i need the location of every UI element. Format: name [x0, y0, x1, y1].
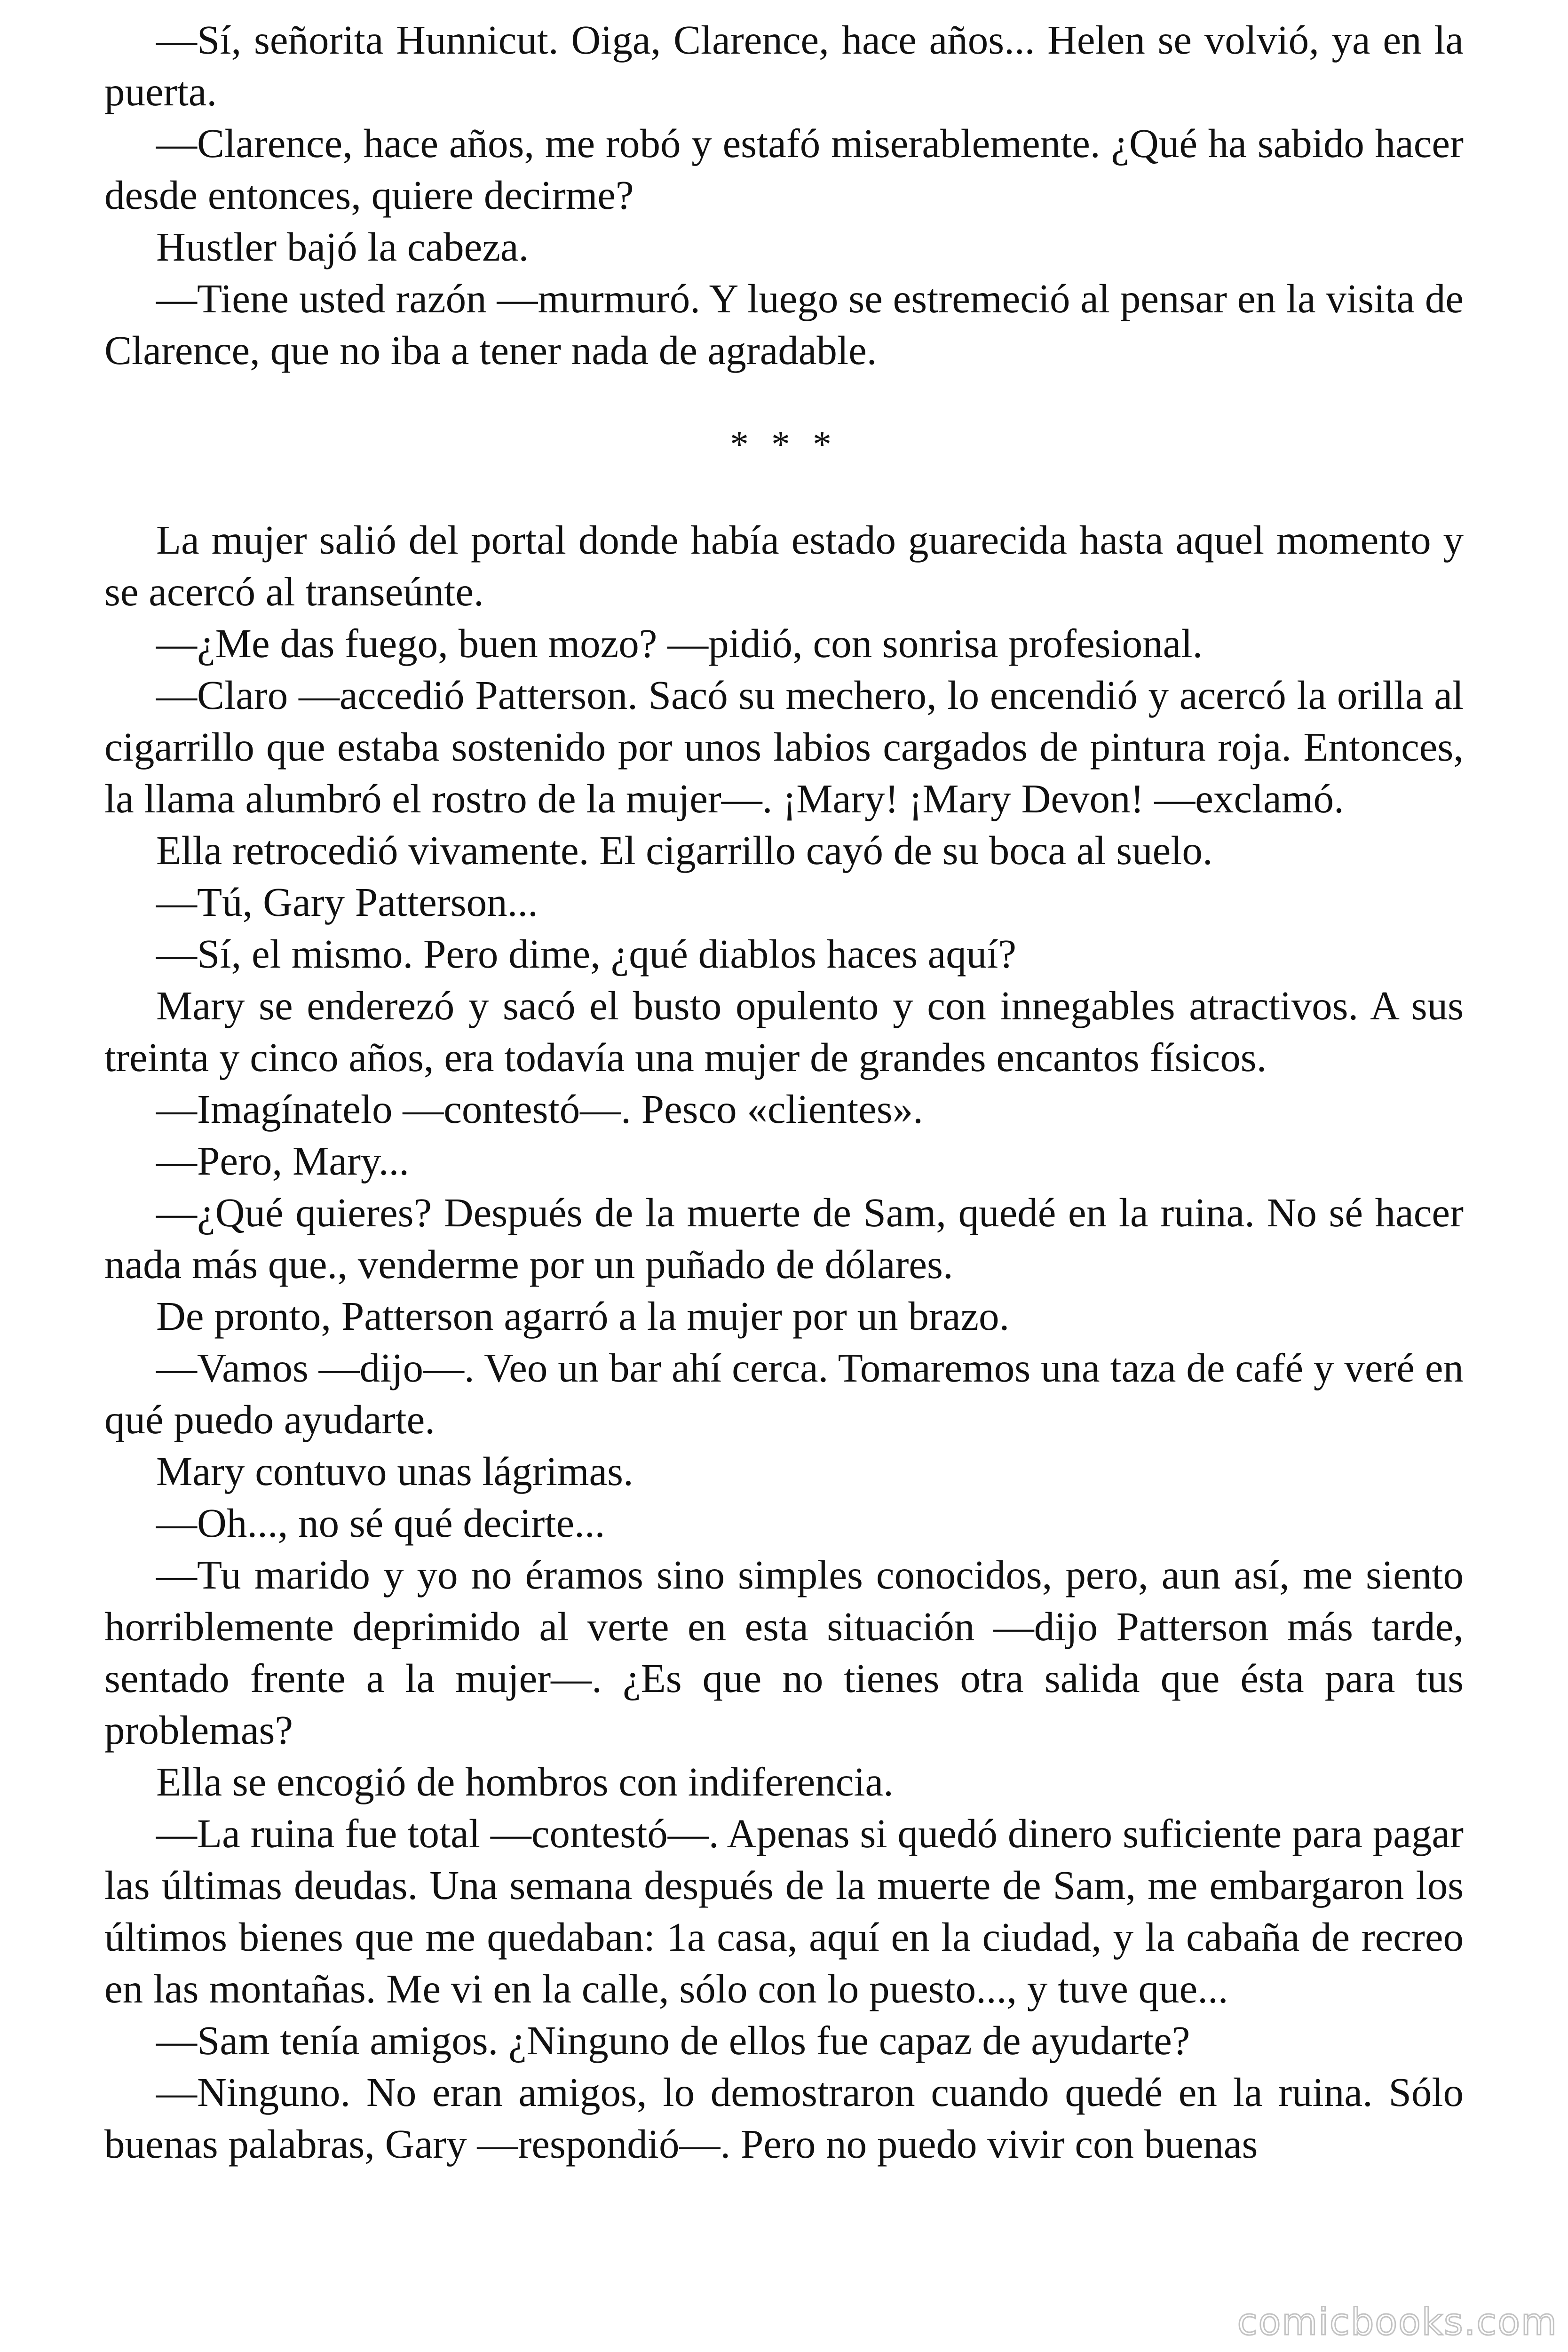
paragraph: De pronto, Patterson agarró a la mujer por un brazo. — [156, 1293, 1010, 1339]
paragraph: —Tiene usted razón —murmuró. Y luego se estremeció al pensar en la visita de Clarence, que no iba a tener nada de agradable. — [104, 276, 1464, 373]
paragraph: Hustler bajó la cabeza. — [156, 224, 529, 270]
paragraph: La mujer salió del portal donde había estado guarecida hasta aquel momento y se acercó al transeúnte. — [104, 517, 1464, 614]
paragraph: —Sí, señorita Hunnicut. Oiga, Clarence, hace años... Helen se volvió, ya en la puerta. — [104, 17, 1464, 114]
paragraph: —Tu marido y yo no éramos sino simples conocidos, pero, aun así, me siento horriblemente deprimido al verte en esta situación —dijo Patterson más tarde, sentado frente a la mujer—. ¿Es que no tienes otra salida que ésta para tus problemas? — [104, 1552, 1464, 1753]
paragraph: —Oh..., no sé qué decirte... — [156, 1500, 605, 1546]
paragraph: —Claro —accedió Patterson. Sacó su mechero, lo encendió y acercó la orilla al cigarrillo que estaba sostenido por unos labios cargados de pintura roja. Entonces, la llama alumbró el rostro de la mujer—. ¡Mary! ¡Mary Devon! —exclamó. — [104, 672, 1464, 821]
paragraph: —Sam tenía amigos. ¿Ninguno de ellos fue capaz de ayudarte? — [156, 2018, 1190, 2063]
paragraph: —¿Qué quieres? Después de la muerte de Sam, quedé en la ruina. No sé hacer nada más que., venderme por un puñado de dólares. — [104, 1190, 1464, 1287]
section-separator: * * * — [730, 424, 838, 465]
section-two — [104, 514, 1464, 2170]
paragraph: Mary se enderezó y sacó el busto opulento y con innegables atractivos. A sus treinta y cinco años, era todavía una mujer de grandes encantos físicos. — [104, 983, 1464, 1080]
paragraph: —Imagínatelo —contestó—. Pesco «clientes». — [156, 1086, 923, 1132]
paragraph: —La ruina fue total —contestó—. Apenas si quedó dinero suficiente para pagar las últimas deudas. Una semana después de la muerte de Sam, me embargaron los últimos bienes que me quedaban: 1a casa, aquí en la ciudad, y la cabaña de recreo en las montañas. Me vi en la calle, sólo con lo puesto..., y tuve que... — [104, 1811, 1464, 2011]
paragraph: Ella retrocedió vivamente. El cigarrillo cayó de su boca al suelo. — [156, 827, 1213, 873]
paragraph: —Ninguno. No eran amigos, lo demostraron cuando quedé en la ruina. Sólo buenas palabras, Gary —respondió—. Pero no puedo vivir con buenas — [104, 2069, 1464, 2167]
book-page — [104, 14, 1464, 2170]
paragraph: —Vamos —dijo—. Veo un bar ahí cerca. Tomaremos una taza de café y veré en qué puedo ayudarte. — [104, 1345, 1464, 1442]
section-one — [104, 14, 1464, 376]
paragraph: —Tú, Gary Patterson... — [156, 879, 538, 925]
paragraph: —¿Me das fuego, buen mozo? —pidió, con sonrisa profesional. — [156, 620, 1203, 666]
paragraph: Mary contuvo unas lágrimas. — [156, 1448, 634, 1494]
paragraph: —Sí, el mismo. Pero dime, ¿qué diablos haces aquí? — [156, 931, 1017, 977]
watermark: comicbooks.com — [1237, 2301, 1558, 2344]
paragraph: Ella se encogió de hombros con indiferencia. — [156, 1759, 894, 1804]
paragraph: —Clarence, hace años, me robó y estafó miserablemente. ¿Qué ha sabido hacer desde entonces, quiere decirme? — [104, 120, 1464, 218]
paragraph: —Pero, Mary... — [156, 1138, 410, 1184]
